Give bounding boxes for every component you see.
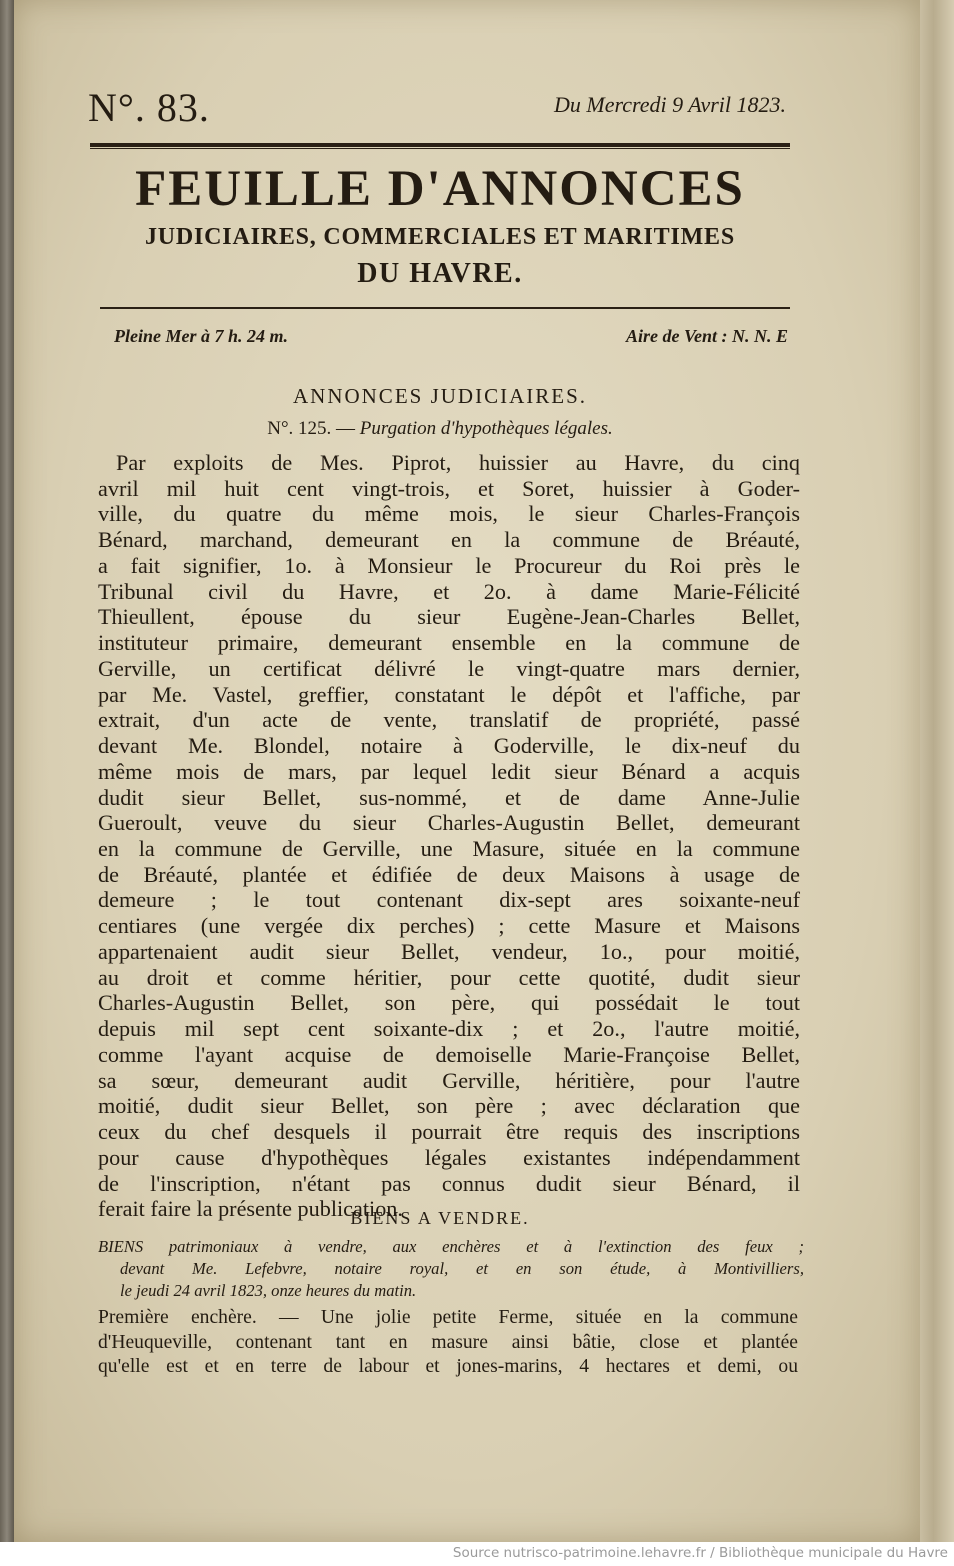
notice-line: ceux du chef desquels il pourrait être requis des inscriptions [98, 1119, 800, 1145]
issue-number: N°. 83. [88, 85, 210, 130]
notice-line: en la commune de Gerville, une Masure, située en la commune [98, 836, 800, 862]
section-title-judicial: ANNONCES JUDICIAIRES. [292, 384, 587, 408]
notice-line: Par exploits de Mes. Piprot, huissier au Havre, du cinq [116, 450, 800, 475]
notice-line: par Me. Vastel, greffier, constatant le dépôt et l'affiche, par [98, 681, 800, 707]
notice-line: même mois de mars, par lequel ledit sieur Bénard a acquis [98, 758, 800, 784]
notice-line: centiares (une vergée dix perches) ; cette Masure et Maisons [98, 913, 800, 939]
sale-body-line: d'Heuqueville, contenant tant en masure ainsi bâtie, close et plantée [98, 1331, 798, 1353]
notice-line: Gerville, un certificat délivré le vingt-quatre mars dernier, [98, 655, 800, 681]
book-binding-spine [0, 0, 14, 1542]
notice-line: Bénard, marchand, demeurant en la commune de Bréauté, [98, 527, 800, 553]
notice-line: comme l'ayant acquise de demoiselle Marie-Françoise Bellet, [98, 1041, 800, 1067]
notice-line: de Bréauté, plantée et édifiée de deux Maisons à usage de [98, 861, 800, 887]
sale-body-line: qu'elle est et en terre de labour et jones-marins, 4 hectares et demi, ou [98, 1356, 798, 1377]
notice-line: dudit sieur Bellet, sus-nommé, et de dame Anne-Julie [98, 784, 800, 810]
notice-line: extrait, d'un acte de vente, translatif de propriété, passé [98, 707, 800, 733]
notice-line: appartenaient audit sieur Bellet, vendeur, 1o., pour moitié, [98, 938, 800, 964]
masthead-subtitle: JUDICIAIRES, COMMERCIALES ET MARITIMES [144, 224, 736, 250]
section-title-sale: BIENS A VENDRE. [350, 1208, 530, 1228]
tide-info: Pleine Mer à 7 h. 24 m. [114, 326, 288, 346]
notice-line: Tribunal civil du Havre, et 2o. à dame Marie-Félicité [98, 578, 800, 604]
notice-line: instituteur primaire, demeurant ensemble en la commune de [98, 630, 800, 656]
notice-line: devant Me. Blondel, notaire à Goderville, le dix-neuf du [98, 733, 800, 759]
notice-line: pour cause d'hypothèques légales existantes indépendamment [98, 1144, 800, 1170]
notice-line: depuis mil sept cent soixante-dix ; et 2o., l'autre moitié, [98, 1016, 800, 1042]
sale-intro-line: le jeudi 24 avril 1823, onze heures du matin. [120, 1281, 417, 1300]
sale-intro-line: BIENS patrimoniaux à vendre, aux enchères et à l'extinction des feux ; [98, 1237, 804, 1256]
notice-title: Purgation d'hypothèques légales. [359, 418, 613, 439]
masthead-city: DU HAVRE. [357, 258, 523, 289]
notice-line: ferait faire la présente publication. [98, 1196, 403, 1222]
page-stack-edge [920, 0, 954, 1542]
sale-intro [98, 1236, 804, 1302]
sale-body-line: Première enchère. — Une jolie petite Ferme, située en la commune [98, 1307, 798, 1328]
sale-intro-line: devant Me. Lefebvre, notaire royal, et en son étude, à Montivilliers, [120, 1259, 804, 1278]
issue-date: Du Mercredi 9 Avril 1823. [554, 92, 786, 117]
masthead-bottom-rule [100, 307, 790, 309]
notice-number: N°. 125. — [267, 418, 356, 439]
notice-line: au droit et comme héritier, pour cette quotité, dudit sieur [98, 964, 800, 990]
notice-line: demeure ; le tout contenant dix-sept ares soixante-neuf [98, 887, 800, 913]
notice-heading [90, 418, 790, 440]
wind-info: Aire de Vent : N. N. E [626, 326, 788, 346]
notice-line: ville, du quatre du même mois, le sieur Charles-François [98, 501, 800, 527]
notice-line: Charles-Augustin Bellet, son père, qui possédait le tout [98, 990, 800, 1016]
notice-body [98, 450, 800, 1222]
notice-line: moitié, dudit sieur Bellet, son père ; avec déclaration que [98, 1093, 800, 1119]
source-credit-bar [0, 1542, 954, 1566]
source-credit-text: Source nutrisco-patrimoine.lehavre.fr / Bibliothèque municipale du Havre [452, 1545, 948, 1561]
notice-line: Gueroult, veuve du sieur Charles-Augustin Bellet, demeurant [98, 810, 800, 836]
masthead-title: FEUILLE D'ANNONCES [135, 161, 745, 217]
masthead-top-rule [90, 143, 790, 149]
notice-line: de l'inscription, n'étant pas connus dudit sieur Bénard, il [98, 1170, 800, 1196]
notice-line: Thieullent, épouse du sieur Eugène-Jean-Charles Bellet, [98, 604, 800, 630]
notice-line: avril mil huit cent vingt-trois, et Soret, huissier à Goder- [98, 475, 800, 501]
notice-line: sa sœur, demeurant audit Gerville, héritière, pour l'autre [98, 1067, 800, 1093]
notice-line: a fait signifier, 1o. à Monsieur le Procureur du Roi près le [98, 552, 800, 578]
sale-body [98, 1306, 798, 1380]
